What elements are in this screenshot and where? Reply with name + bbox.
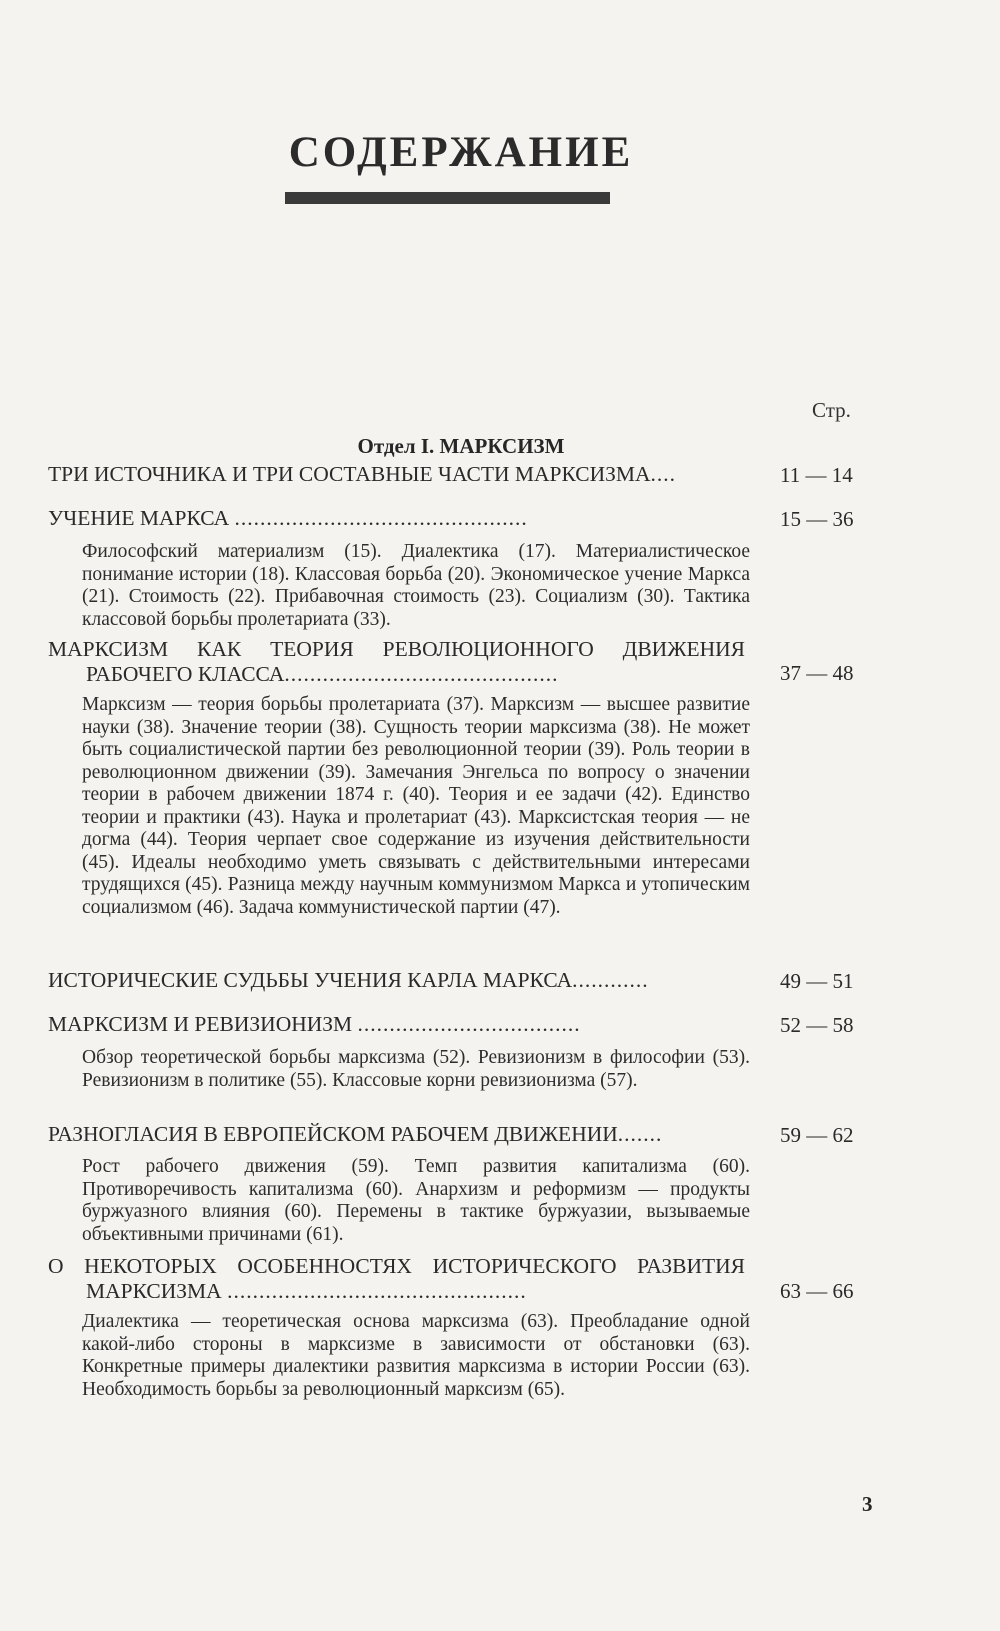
page-number: 3 (862, 1492, 873, 1516)
toc-entry-pages: 11 — 14 (780, 463, 853, 487)
toc-entry-title: УЧЕНИЕ МАРКСА .............................................. (48, 506, 528, 530)
page-column-label: Стр. (812, 398, 851, 422)
toc-entry-summary: Философский материализм (15). Диалектика (17). Материалистическое понимание истории (18). Классовая борьба (20). Экономическое учение Маркса (21). Стоимость (22). Прибавочная стоимость (23). Социализм (30). Тактика классовой борьбы пролетариата (33). (82, 541, 750, 630)
toc-entry-summary: Рост рабочего движения (59). Темп развития капитализма (60). Противоречивость капитализма (60). Анархизм и реформизм — продукты буржуазного влияния (60). Перемены в тактике буржуазии, вызываемые объективными причинами (61). (82, 1156, 750, 1245)
toc-entry-title: МАРКСИЗМ И РЕВИЗИОНИЗМ ................................... (48, 1012, 581, 1036)
title-underline (285, 192, 610, 204)
toc-entry-pages: 59 — 62 (780, 1123, 854, 1147)
toc-entry-pages: 52 — 58 (780, 1013, 854, 1037)
toc-entry-title: ТРИ ИСТОЧНИКА И ТРИ СОСТАВНЫЕ ЧАСТИ МАРКСИЗМА.... (48, 462, 677, 486)
toc-entry-summary: Обзор теоретической борьбы марксизма (52). Ревизионизм в философии (53). Ревизионизм в политике (55). Классовые корни ревизионизма (57). (82, 1047, 750, 1091)
toc-entry-summary: Марксизм — теория борьбы пролетариата (37). Марксизм — высшее развитие науки (38). Значение теории (38). Сущность теории марксизма (38). Не может быть социалистической партии без революционной теории (39). Роль теории в революционном движении (39). Замечания Энгельса по вопросу о значении теории в рабочем движении 1874 г. (40). Теория и ее задачи (42). Единство теории и практики (43). Наука и пролетариат (43). Марксистская теория — не догма (44). Теория черпает свое содержание из изучения действительности (45). Идеалы необходимо уметь связывать с действительными интересами трудящихся (45). Разница между научным коммунизмом Маркса и утопическим социализмом (46). Задача коммунистической партии (47). (82, 694, 750, 918)
toc-entry-pages: 49 — 51 (780, 969, 854, 993)
toc-entry-title: ИСТОРИЧЕСКИЕ СУДЬБЫ УЧЕНИЯ КАРЛА МАРКСА............ (48, 968, 649, 992)
toc-entry-summary: Диалектика — теоретическая основа марксизма (63). Преобладание одной какой-либо стороны в марксизме в зависимости от обстановки (63). Конкретные примеры диалектики развития марксизма в истории России (63). Необходимость борьбы за революционный марксизм (65). (82, 1311, 750, 1400)
toc-entry-pages: 15 — 36 (780, 507, 854, 531)
toc-entry-pages: 63 — 66 (780, 1279, 854, 1303)
toc-entry-title: РАЗНОГЛАСИЯ В ЕВРОПЕЙСКОМ РАБОЧЕМ ДВИЖЕНИИ....... (48, 1122, 663, 1146)
toc-entry-title: МАРКСИЗМ КАК ТЕОРИЯ РЕВОЛЮЦИОННОГО ДВИЖЕНИЯ РАБОЧЕГО КЛАССА........................................... (48, 637, 745, 686)
section-heading: Отдел I. МАРКСИЗМ (357, 434, 565, 458)
toc-entry-pages: 37 — 48 (780, 661, 854, 685)
toc-entry-title: О НЕКОТОРЫХ ОСОБЕННОСТЯХ ИСТОРИЧЕСКОГО РАЗВИТИЯ МАРКСИЗМА ............................................... (48, 1254, 745, 1303)
page-title: СОДЕРЖАНИЕ (288, 129, 634, 176)
